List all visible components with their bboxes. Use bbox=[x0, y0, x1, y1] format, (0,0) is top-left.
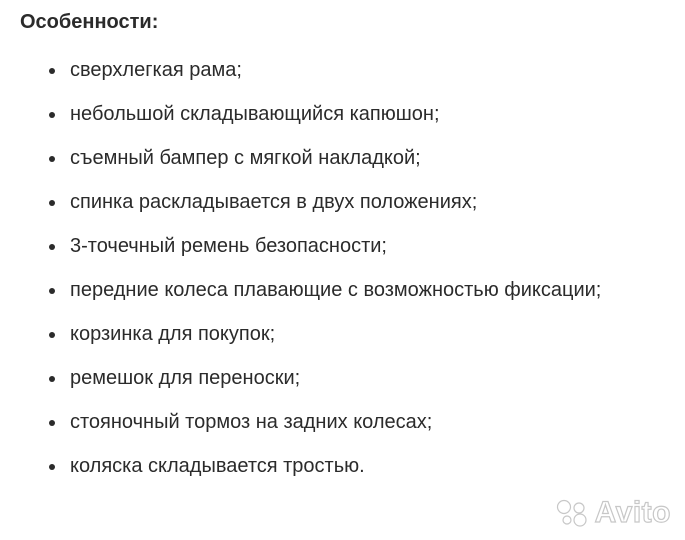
list-item bbox=[44, 452, 667, 480]
bullet-icon bbox=[49, 200, 55, 206]
bullet-icon bbox=[49, 156, 55, 162]
list-item bbox=[44, 144, 667, 172]
features-heading: Особенности: bbox=[20, 11, 159, 33]
bullet-icon bbox=[49, 68, 55, 74]
bullet-icon bbox=[49, 288, 55, 294]
bullet-icon bbox=[49, 112, 55, 118]
bullet-icon bbox=[49, 332, 55, 338]
list-item bbox=[44, 364, 667, 392]
bullet-icon bbox=[49, 464, 55, 470]
list-item bbox=[44, 276, 667, 304]
list-item-text: коляска складывается тростью. bbox=[70, 455, 365, 477]
list-item bbox=[44, 56, 667, 84]
list-item-text: сверхлегкая рама; bbox=[70, 59, 242, 81]
list-item-text: небольшой складывающийся капюшон; bbox=[70, 103, 440, 125]
list-item-text: стояночный тормоз на задних колесах; bbox=[70, 411, 433, 433]
list-item-text: спинка раскладывается в двух положениях; bbox=[70, 191, 478, 213]
list-item bbox=[44, 100, 667, 128]
avito-watermark bbox=[555, 498, 671, 528]
list-item-text: 3-точечный ремень безопасности; bbox=[70, 235, 387, 257]
features-list bbox=[44, 56, 667, 496]
list-item-text: корзинка для покупок; bbox=[70, 323, 276, 345]
list-item bbox=[44, 408, 667, 436]
bullet-icon bbox=[49, 244, 55, 250]
list-item-text: ремешок для переноски; bbox=[70, 367, 301, 389]
avito-logo-icon bbox=[555, 499, 589, 527]
list-item bbox=[44, 232, 667, 260]
list-item bbox=[44, 320, 667, 348]
bullet-icon bbox=[49, 376, 55, 382]
list-item-text: передние колеса плавающие с возможностью фиксации; bbox=[70, 279, 602, 301]
list-item bbox=[44, 188, 667, 216]
bullet-icon bbox=[49, 420, 55, 426]
list-item-text: съемный бампер с мягкой накладкой; bbox=[70, 147, 421, 169]
watermark-text: Avito bbox=[594, 496, 671, 529]
